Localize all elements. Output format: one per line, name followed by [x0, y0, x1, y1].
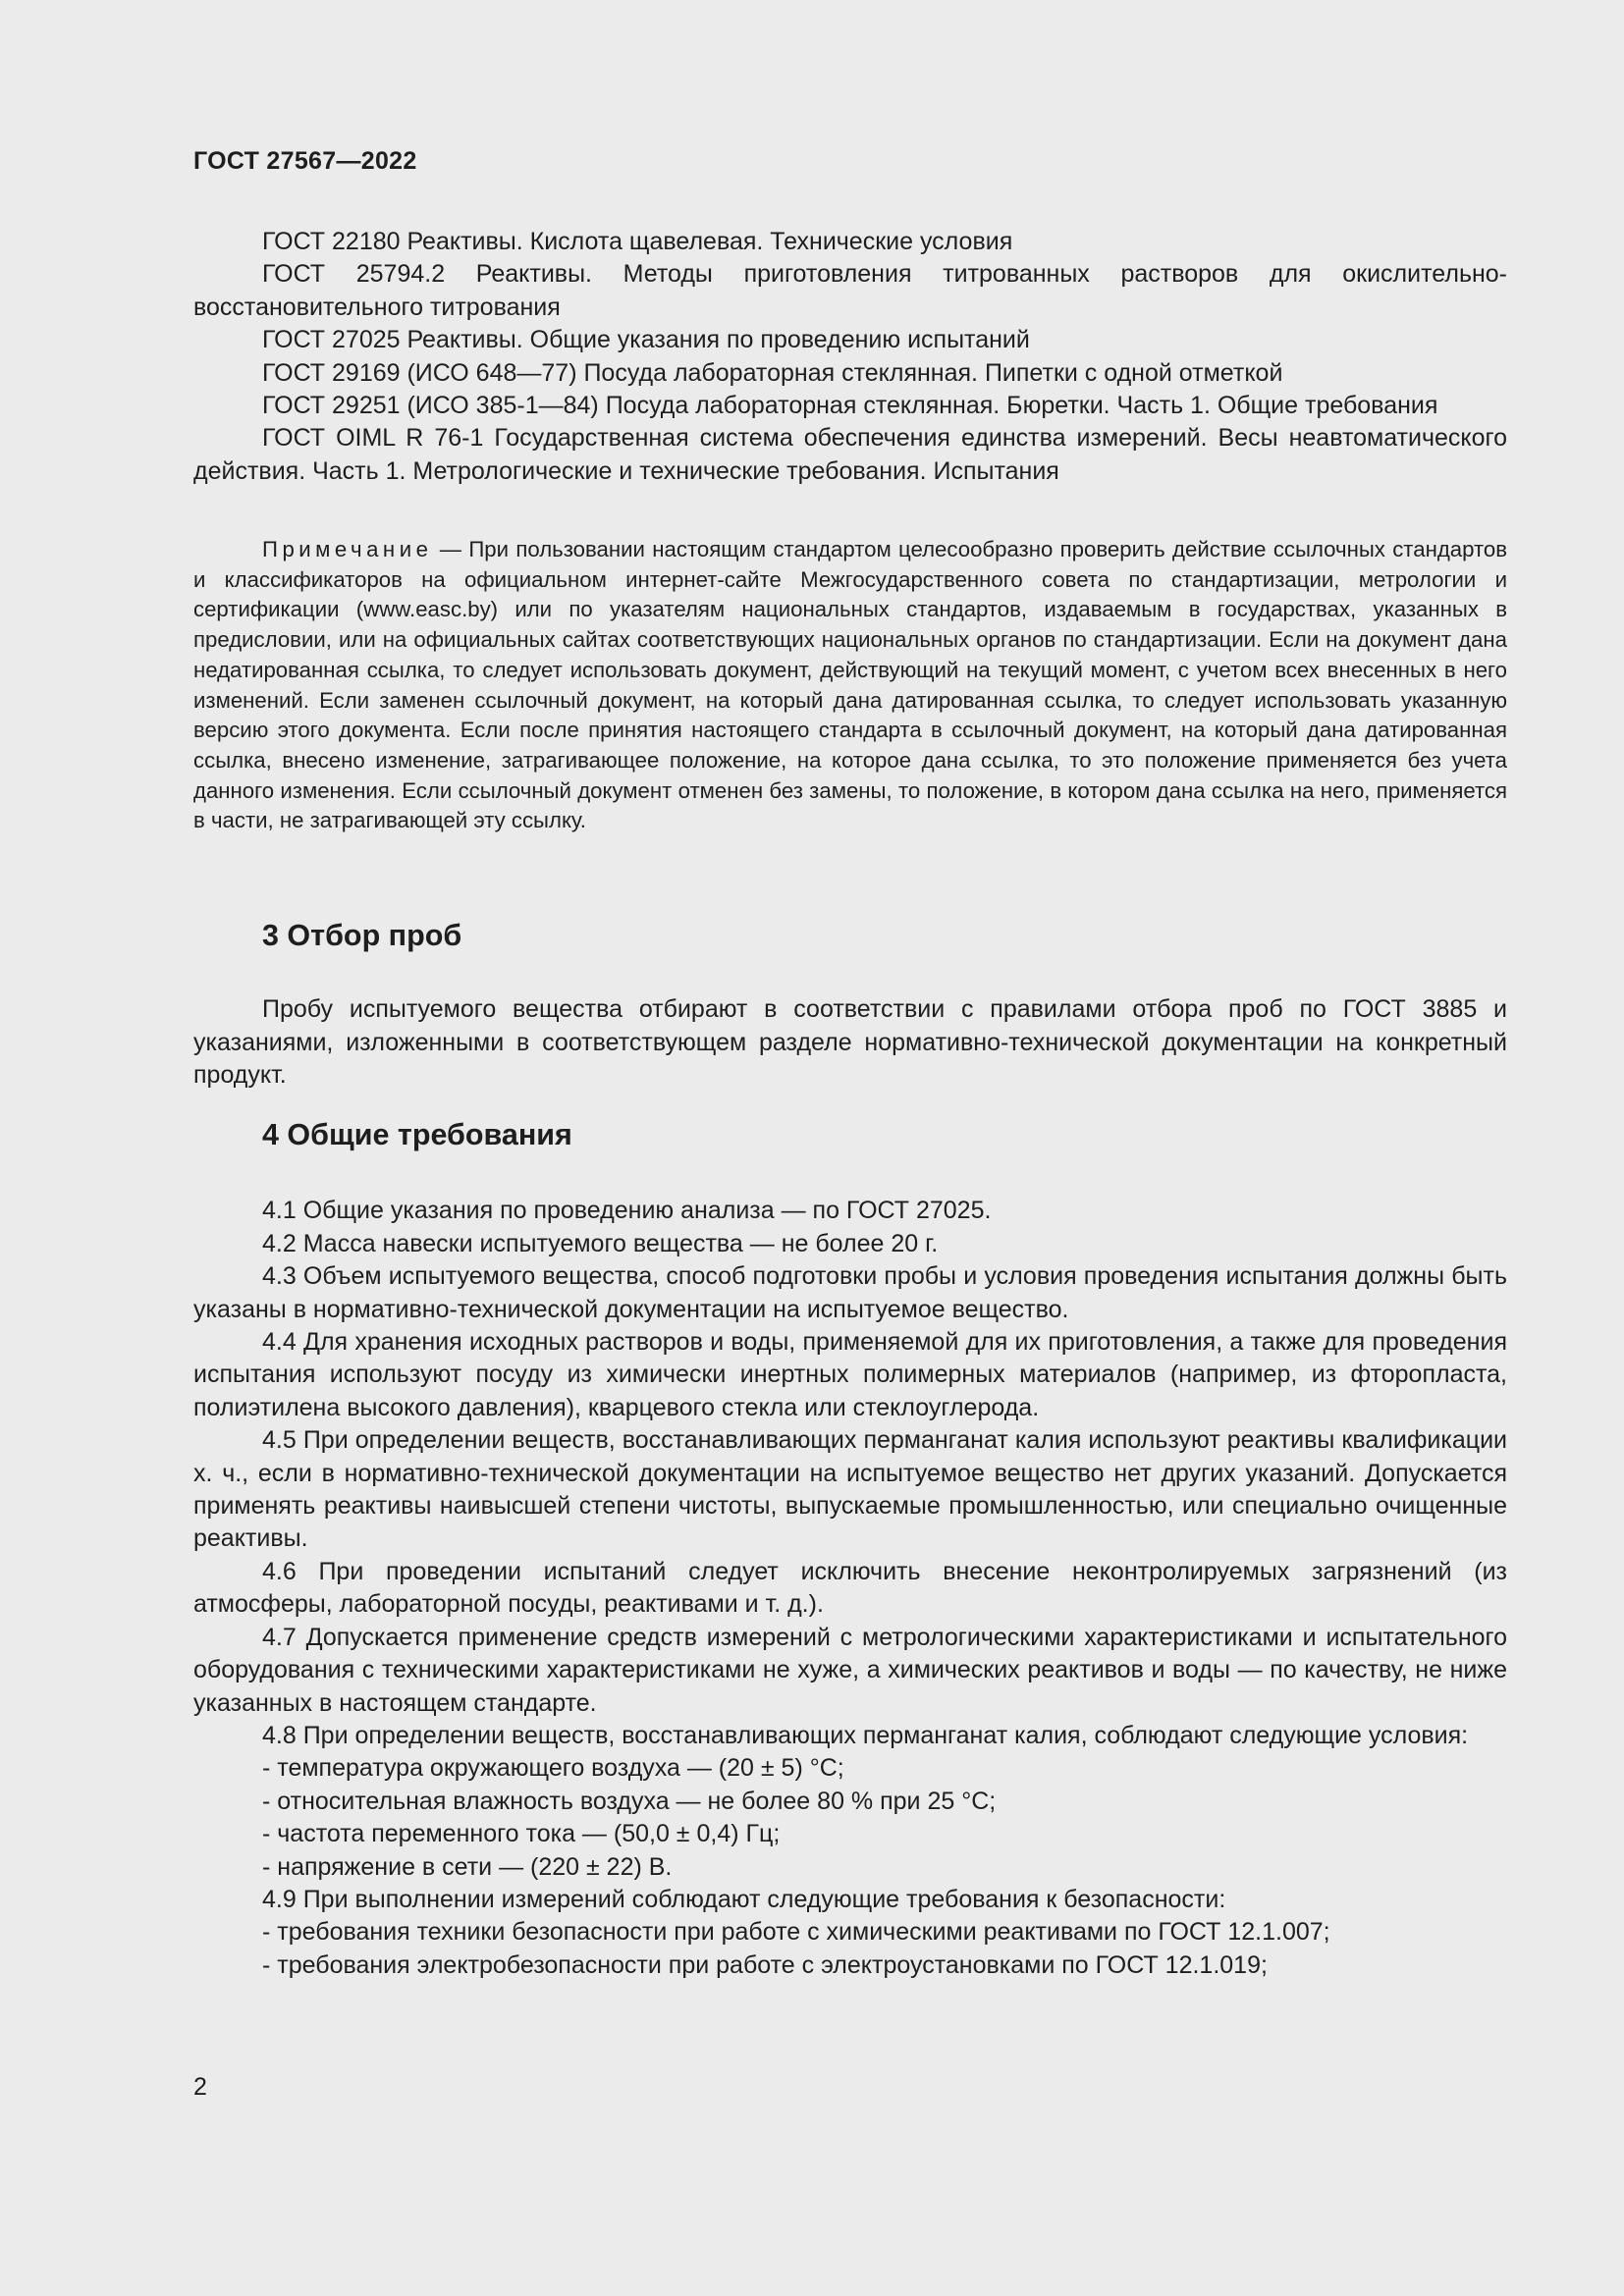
section-4-title: 4 Общие требования: [262, 1118, 572, 1151]
safety-item: - требования техники безопасности при работе с химическими реактивами по ГОСТ 12.1.007;: [262, 1918, 1330, 1947]
reference-item: ГОСТ 25794.2 Реактивы. Методы приготовления титрованных растворов для окислительно-восстановительного титрования: [193, 260, 1507, 321]
clause-4-9: 4.9 При выполнении измерений соблюдают следующие требования к безопасности:: [262, 1885, 1226, 1913]
section-3: [193, 920, 1507, 1093]
clause-4-3: 4.3 Объем испытуемого вещества, способ подготовки пробы и условия проведения испытания должны быть указаны в нормативно-технической документации на испытуемое вещество.: [193, 1262, 1507, 1323]
clause-4-4: 4.4 Для хранения исходных растворов и воды, применяемой для их приготовления, а также для проведения испытания используют посуду из химически инертных полимерных материалов (например, из фторопласта, полиэтилена высокого давления), кварцевого стекла или стеклоуглерода.: [193, 1328, 1507, 1421]
note-label: Примечание: [262, 537, 433, 561]
note-dash: —: [432, 537, 469, 561]
clause-4-7: 4.7 Допускается применение средств измерений с метрологическими характеристиками и испытательного оборудования с техническими характеристиками не хуже, а химических реактивов и воды — по качеству, не ниже указанных в настоящем стандарте.: [193, 1623, 1507, 1717]
section-3-title: 3 Отбор проб: [262, 919, 462, 952]
clause-4-6: 4.6 При проведении испытаний следует исключить внесение неконтролируемых загрязнений (из атмосферы, лабораторной посуды, реактивами и т. д.).: [193, 1557, 1507, 1619]
condition-item: - температура окружающего воздуха — (20 ± 5) °С;: [262, 1754, 844, 1783]
note-block: [193, 535, 1507, 836]
clause-4-1: 4.1 Общие указания по проведению анализа — по ГОСТ 27025.: [262, 1197, 992, 1225]
note-text: При пользовании настоящим стандартом целесообразно проверить действие ссылочных стандартов и классификаторов на официальном интернет-сайте Межгосударственного совета по стандартизации, метрологии и сертификации (www.easc.by) или по указателям национальных стандартов, издаваемым в государствах, указанных в предисловии, или на официальных сайтах соответствующих национальных органов по стандартизации. Если на документ дана недатированная ссылка, то следует использовать документ, действующий на текущий момент, с учетом всех внесенных в него изменений. Если заменен ссылочный документ, на который дана датированная ссылка, то следует использовать указанную версию этого документа. Если после принятия настоящего стандарта в ссылочный документ, на который дана датированная ссылка, внесено изменение, затрагивающее положение, на которое дана ссылка, то это положение применяется без учета данного изменения. Если ссылочный документ отменен без замены, то положение, в котором дана ссылка на него, применяется в части, не затрагивающей эту ссылку.: [193, 537, 1507, 833]
page-number: 2: [193, 2073, 207, 2101]
normative-references-list: [193, 226, 1507, 488]
clause-4-8: 4.8 При определении веществ, восстанавливающих перманганат калия, соблюдают следующие условия:: [262, 1721, 1469, 1749]
note-paragraph: [193, 535, 1507, 836]
reference-item: ГОСТ 29251 (ИСО 385-1—84) Посуда лабораторная стеклянная. Бюретки. Часть 1. Общие требования: [262, 392, 1438, 420]
section-4: [193, 1119, 1507, 1982]
section-4-items: [193, 1195, 1507, 1982]
document-header: ГОСТ 27567—2022: [193, 147, 417, 175]
condition-item: - напряжение в сети — (220 ± 22) В.: [262, 1852, 673, 1881]
condition-item: - частота переменного тока — (50,0 ± 0,4) Гц;: [262, 1820, 781, 1848]
clause-4-2: 4.2 Масса навески испытуемого вещества — не более 20 г.: [262, 1229, 939, 1257]
reference-item: ГОСТ 27025 Реактивы. Общие указания по проведению испытаний: [262, 326, 1030, 354]
safety-item: - требования электробезопасности при работе с электроустановками по ГОСТ 12.1.019;: [262, 1950, 1268, 1979]
condition-item: - относительная влажность воздуха — не более 80 % при 25 °С;: [262, 1787, 997, 1815]
clause-4-5: 4.5 При определении веществ, восстанавливающих перманганат калия используют реактивы квалификации х. ч., если в нормативно-технической документации на испытуемое вещество нет других указаний. Допускается применять реактивы наивысшей степени чистоты, выпускаемые промышленностью, или специально очищенные реактивы.: [193, 1426, 1507, 1553]
reference-item: ГОСТ OIML R 76-1 Государственная система обеспечения единства измерений. Весы неавтоматического действия. Часть 1. Метрологические и технические требования. Испытания: [193, 424, 1507, 485]
reference-item: ГОСТ 29169 (ИСО 648—77) Посуда лабораторная стеклянная. Пипетки с одной отметкой: [262, 358, 1283, 387]
section-3-text: Пробу испытуемого вещества отбирают в соответствии с правилами отбора проб по ГОСТ 3885 и указаниями, изложенными в соответствующем разделе нормативно-технической документации на конкретный продукт.: [193, 995, 1507, 1090]
reference-item: ГОСТ 22180 Реактивы. Кислота щавелевая. Технические условия: [262, 228, 1013, 255]
